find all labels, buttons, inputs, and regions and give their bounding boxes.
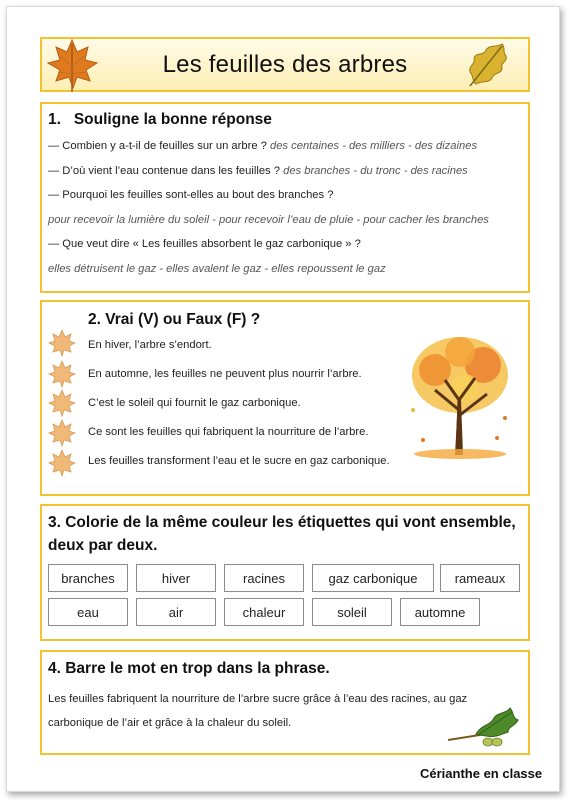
question-3: — Pourquoi les feuilles sont-elles au bout des branches ? bbox=[48, 189, 334, 201]
exercise-4-box bbox=[40, 650, 530, 755]
statement-5: Les feuilles transforment l’eau et le sucre en gaz carbonique. bbox=[88, 455, 390, 467]
tag-soleil[interactable]: soleil bbox=[312, 598, 392, 626]
exercise-3-box bbox=[40, 504, 530, 641]
maple-leaf-icon bbox=[47, 448, 77, 478]
title-banner bbox=[40, 37, 530, 92]
oak-leaf-icon bbox=[462, 38, 512, 90]
oak-branch-acorn-icon bbox=[446, 704, 522, 748]
sentence-to-correct[interactable]: Les feuilles fabriquent la nourriture de l’arbre sucre grâce à l’eau des racines, au gaz carbonique de l’air et grâce à la chaleur du soleil. bbox=[48, 693, 468, 729]
exercise-1-title: 1. Souligne la bonne réponse bbox=[48, 111, 272, 128]
question-2 bbox=[48, 165, 468, 177]
page-title: Les feuilles des arbres bbox=[162, 51, 408, 78]
exercise-2-box bbox=[40, 300, 530, 496]
tag-air[interactable]: air bbox=[136, 598, 216, 626]
tag-racines[interactable]: racines bbox=[224, 564, 304, 592]
exercise-1-box bbox=[40, 102, 530, 293]
tag-hiver[interactable]: hiver bbox=[136, 564, 216, 592]
maple-leaf-icon bbox=[47, 388, 77, 418]
tag-eau[interactable]: eau bbox=[48, 598, 128, 626]
question-1 bbox=[48, 140, 477, 152]
statement-1: En hiver, l’arbre s’endort. bbox=[88, 339, 212, 351]
statement-4: Ce sont les feuilles qui fabriquent la nourriture de l’arbre. bbox=[88, 426, 369, 438]
question-3-choices: pour recevoir la lumière du soleil - pour recevoir l’eau de pluie - pour cacher les branches bbox=[48, 214, 489, 226]
statement-2: En automne, les feuilles ne peuvent plus nourrir l’arbre. bbox=[88, 368, 362, 380]
exercise-2-title: 2. Vrai (V) ou Faux (F) ? bbox=[88, 311, 261, 328]
question-2-text: — D’où vient l’eau contenue dans les feuilles ? bbox=[48, 165, 280, 177]
tag-branches[interactable]: branches bbox=[48, 564, 128, 592]
question-4: — Que veut dire « Les feuilles absorbent le gaz carbonique » ? bbox=[48, 238, 361, 250]
question-1-choices: des centaines - des milliers - des dizaines bbox=[269, 140, 478, 152]
tag-chaleur[interactable]: chaleur bbox=[224, 598, 304, 626]
exercise-3-title-line1: 3. Colorie de la même couleur les étiquettes qui vont ensemble, bbox=[48, 514, 516, 531]
question-1-text: — Combien y a-t-il de feuilles sur un arbre ? bbox=[48, 140, 267, 152]
maple-leaf-icon bbox=[47, 328, 77, 358]
exercise-3-title-line2: deux par deux. bbox=[48, 537, 158, 554]
maple-leaf-icon bbox=[47, 359, 77, 389]
tag-rameaux[interactable]: rameaux bbox=[440, 564, 520, 592]
statement-3: C’est le soleil qui fournit le gaz carbonique. bbox=[88, 397, 301, 409]
credit-text: Cérianthe en classe bbox=[420, 766, 543, 781]
question-4-choices: elles détruisent le gaz - elles avalent le gaz - elles repoussent le gaz bbox=[48, 263, 386, 275]
maple-leaf-icon bbox=[47, 418, 77, 448]
tag-automne[interactable]: automne bbox=[400, 598, 480, 626]
exercise-4-title: 4. Barre le mot en trop dans la phrase. bbox=[48, 660, 330, 677]
autumn-tree-icon bbox=[405, 330, 515, 460]
tag-gaz-carbonique[interactable]: gaz carbonique bbox=[312, 564, 434, 592]
maple-leaf-icon bbox=[44, 36, 100, 96]
question-2-choices: des branches - du tronc - des racines bbox=[283, 165, 468, 177]
